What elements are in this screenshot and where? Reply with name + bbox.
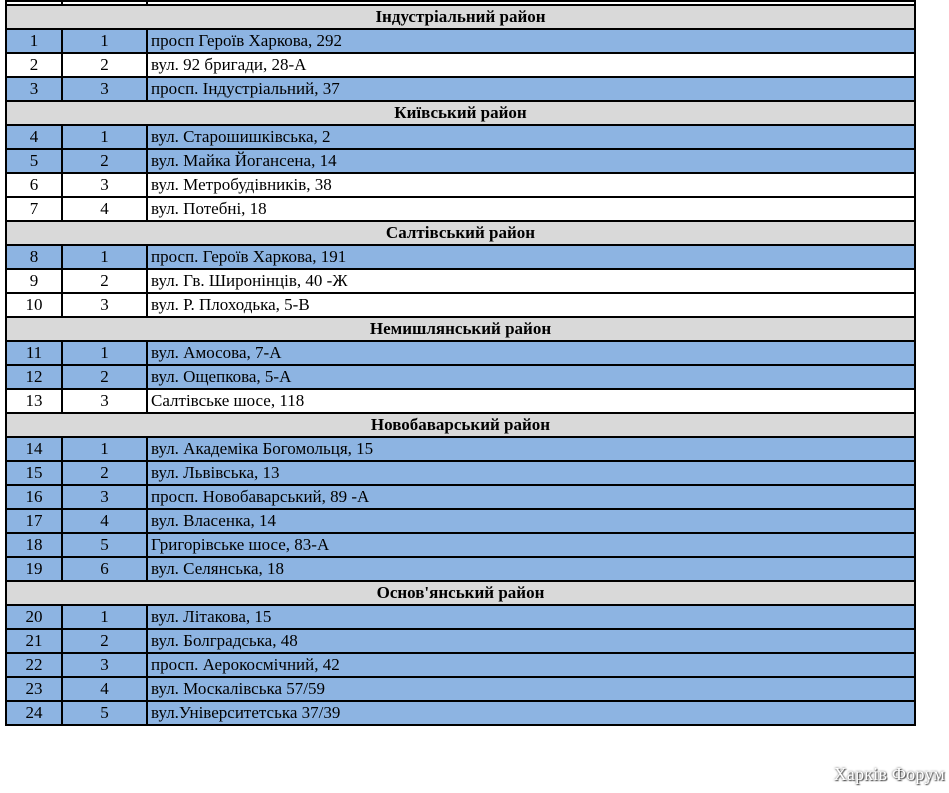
district-index-cell: 3 <box>62 77 147 101</box>
district-index-cell: 2 <box>62 461 147 485</box>
district-index-cell: 2 <box>62 269 147 293</box>
table-row <box>6 509 915 533</box>
address-cell: просп. Новобаварський, 89 -А <box>147 485 915 509</box>
table-row <box>6 485 915 509</box>
row-number-cell: 10 <box>6 293 62 317</box>
address-cell: вул. Гв. Широнінців, 40 -Ж <box>147 269 915 293</box>
address-cell: вул. 92 бригади, 28-А <box>147 53 915 77</box>
district-name: Київський район <box>6 101 915 125</box>
row-number-cell: 5 <box>6 149 62 173</box>
row-number-cell: 24 <box>6 701 62 725</box>
address-cell: вул. Старошишківська, 2 <box>147 125 915 149</box>
table-row <box>6 245 915 269</box>
address-cell: просп. Героїв Харкова, 191 <box>147 245 915 269</box>
address-cell: вул. Ощепкова, 5-А <box>147 365 915 389</box>
table-row <box>6 437 915 461</box>
row-number-cell: 16 <box>6 485 62 509</box>
table-row <box>6 29 915 53</box>
district-index-cell: 2 <box>62 149 147 173</box>
address-cell: вул. Власенка, 14 <box>147 509 915 533</box>
table-row <box>6 173 915 197</box>
address-cell: просп Героїв Харкова, 292 <box>147 29 915 53</box>
district-header-row <box>6 5 915 29</box>
district-index-cell: 5 <box>62 533 147 557</box>
row-number-cell: 17 <box>6 509 62 533</box>
address-table-container <box>5 0 914 726</box>
district-index-cell: 4 <box>62 677 147 701</box>
district-name: Немишлянський район <box>6 317 915 341</box>
table-row <box>6 269 915 293</box>
table-row <box>6 605 915 629</box>
address-cell: просп. Аерокосмічний, 42 <box>147 653 915 677</box>
district-name: Новобаварський район <box>6 413 915 437</box>
address-cell: вул. Москалівська 57/59 <box>147 677 915 701</box>
row-number-cell: 15 <box>6 461 62 485</box>
district-index-cell: 6 <box>62 557 147 581</box>
row-number-cell: 14 <box>6 437 62 461</box>
table-row <box>6 389 915 413</box>
district-index-cell: 5 <box>62 701 147 725</box>
district-index-cell: 1 <box>62 125 147 149</box>
district-index-cell: 1 <box>62 437 147 461</box>
row-number-cell: 2 <box>6 53 62 77</box>
table-row <box>6 149 915 173</box>
district-index-cell: 3 <box>62 653 147 677</box>
address-cell: вул. Літакова, 15 <box>147 605 915 629</box>
address-cell: вул. Селянська, 18 <box>147 557 915 581</box>
row-number-cell: 9 <box>6 269 62 293</box>
table-row <box>6 677 915 701</box>
watermark-text: Харків Форум <box>833 764 945 784</box>
district-header-row <box>6 413 915 437</box>
table-row <box>6 125 915 149</box>
row-number-cell: 21 <box>6 629 62 653</box>
district-index-cell: 3 <box>62 485 147 509</box>
row-number-cell: 22 <box>6 653 62 677</box>
row-number-cell: 20 <box>6 605 62 629</box>
address-cell: вул. Академіка Богомольця, 15 <box>147 437 915 461</box>
address-cell: просп. Індустріальний, 37 <box>147 77 915 101</box>
table-row <box>6 77 915 101</box>
address-cell: вул. Майка Йогансена, 14 <box>147 149 915 173</box>
row-number-cell: 1 <box>6 29 62 53</box>
table-row <box>6 461 915 485</box>
row-number-cell: 8 <box>6 245 62 269</box>
district-name: Салтівський район <box>6 221 915 245</box>
district-index-cell: 1 <box>62 341 147 365</box>
address-cell: вул. Потебні, 18 <box>147 197 915 221</box>
row-number-cell: 18 <box>6 533 62 557</box>
district-index-cell: 1 <box>62 245 147 269</box>
table-row <box>6 629 915 653</box>
row-number-cell: 13 <box>6 389 62 413</box>
address-cell: Салтівське шосе, 118 <box>147 389 915 413</box>
table-row <box>6 341 915 365</box>
district-header-row <box>6 317 915 341</box>
row-number-cell: 19 <box>6 557 62 581</box>
district-index-cell: 4 <box>62 509 147 533</box>
district-index-cell: 4 <box>62 197 147 221</box>
district-header-row <box>6 581 915 605</box>
row-number-cell: 6 <box>6 173 62 197</box>
address-cell: вул. Метробудівників, 38 <box>147 173 915 197</box>
table-row <box>6 653 915 677</box>
district-index-cell: 2 <box>62 365 147 389</box>
address-cell: вул. Болградська, 48 <box>147 629 915 653</box>
district-header-row <box>6 101 915 125</box>
district-index-cell: 2 <box>62 53 147 77</box>
district-index-cell: 3 <box>62 293 147 317</box>
district-name: Індустріальний район <box>6 5 915 29</box>
table-row <box>6 53 915 77</box>
table-row <box>6 293 915 317</box>
table-row <box>6 365 915 389</box>
district-index-cell: 1 <box>62 605 147 629</box>
table-row <box>6 557 915 581</box>
table-row <box>6 701 915 725</box>
row-number-cell: 12 <box>6 365 62 389</box>
address-table <box>5 0 916 726</box>
row-number-cell: 7 <box>6 197 62 221</box>
address-cell: вул. Р. Плоходька, 5-В <box>147 293 915 317</box>
district-header-row <box>6 221 915 245</box>
address-cell: вул. Амосова, 7-А <box>147 341 915 365</box>
table-row <box>6 197 915 221</box>
district-index-cell: 3 <box>62 173 147 197</box>
row-number-cell: 4 <box>6 125 62 149</box>
address-cell: вул. Львівська, 13 <box>147 461 915 485</box>
district-name: Основ'янський район <box>6 581 915 605</box>
row-number-cell: 3 <box>6 77 62 101</box>
address-cell: вул.Університетська 37/39 <box>147 701 915 725</box>
district-index-cell: 1 <box>62 29 147 53</box>
address-cell: Григорівське шосе, 83-А <box>147 533 915 557</box>
district-index-cell: 2 <box>62 629 147 653</box>
table-row <box>6 533 915 557</box>
address-table-body <box>6 1 915 725</box>
row-number-cell: 23 <box>6 677 62 701</box>
district-index-cell: 3 <box>62 389 147 413</box>
row-number-cell: 11 <box>6 341 62 365</box>
